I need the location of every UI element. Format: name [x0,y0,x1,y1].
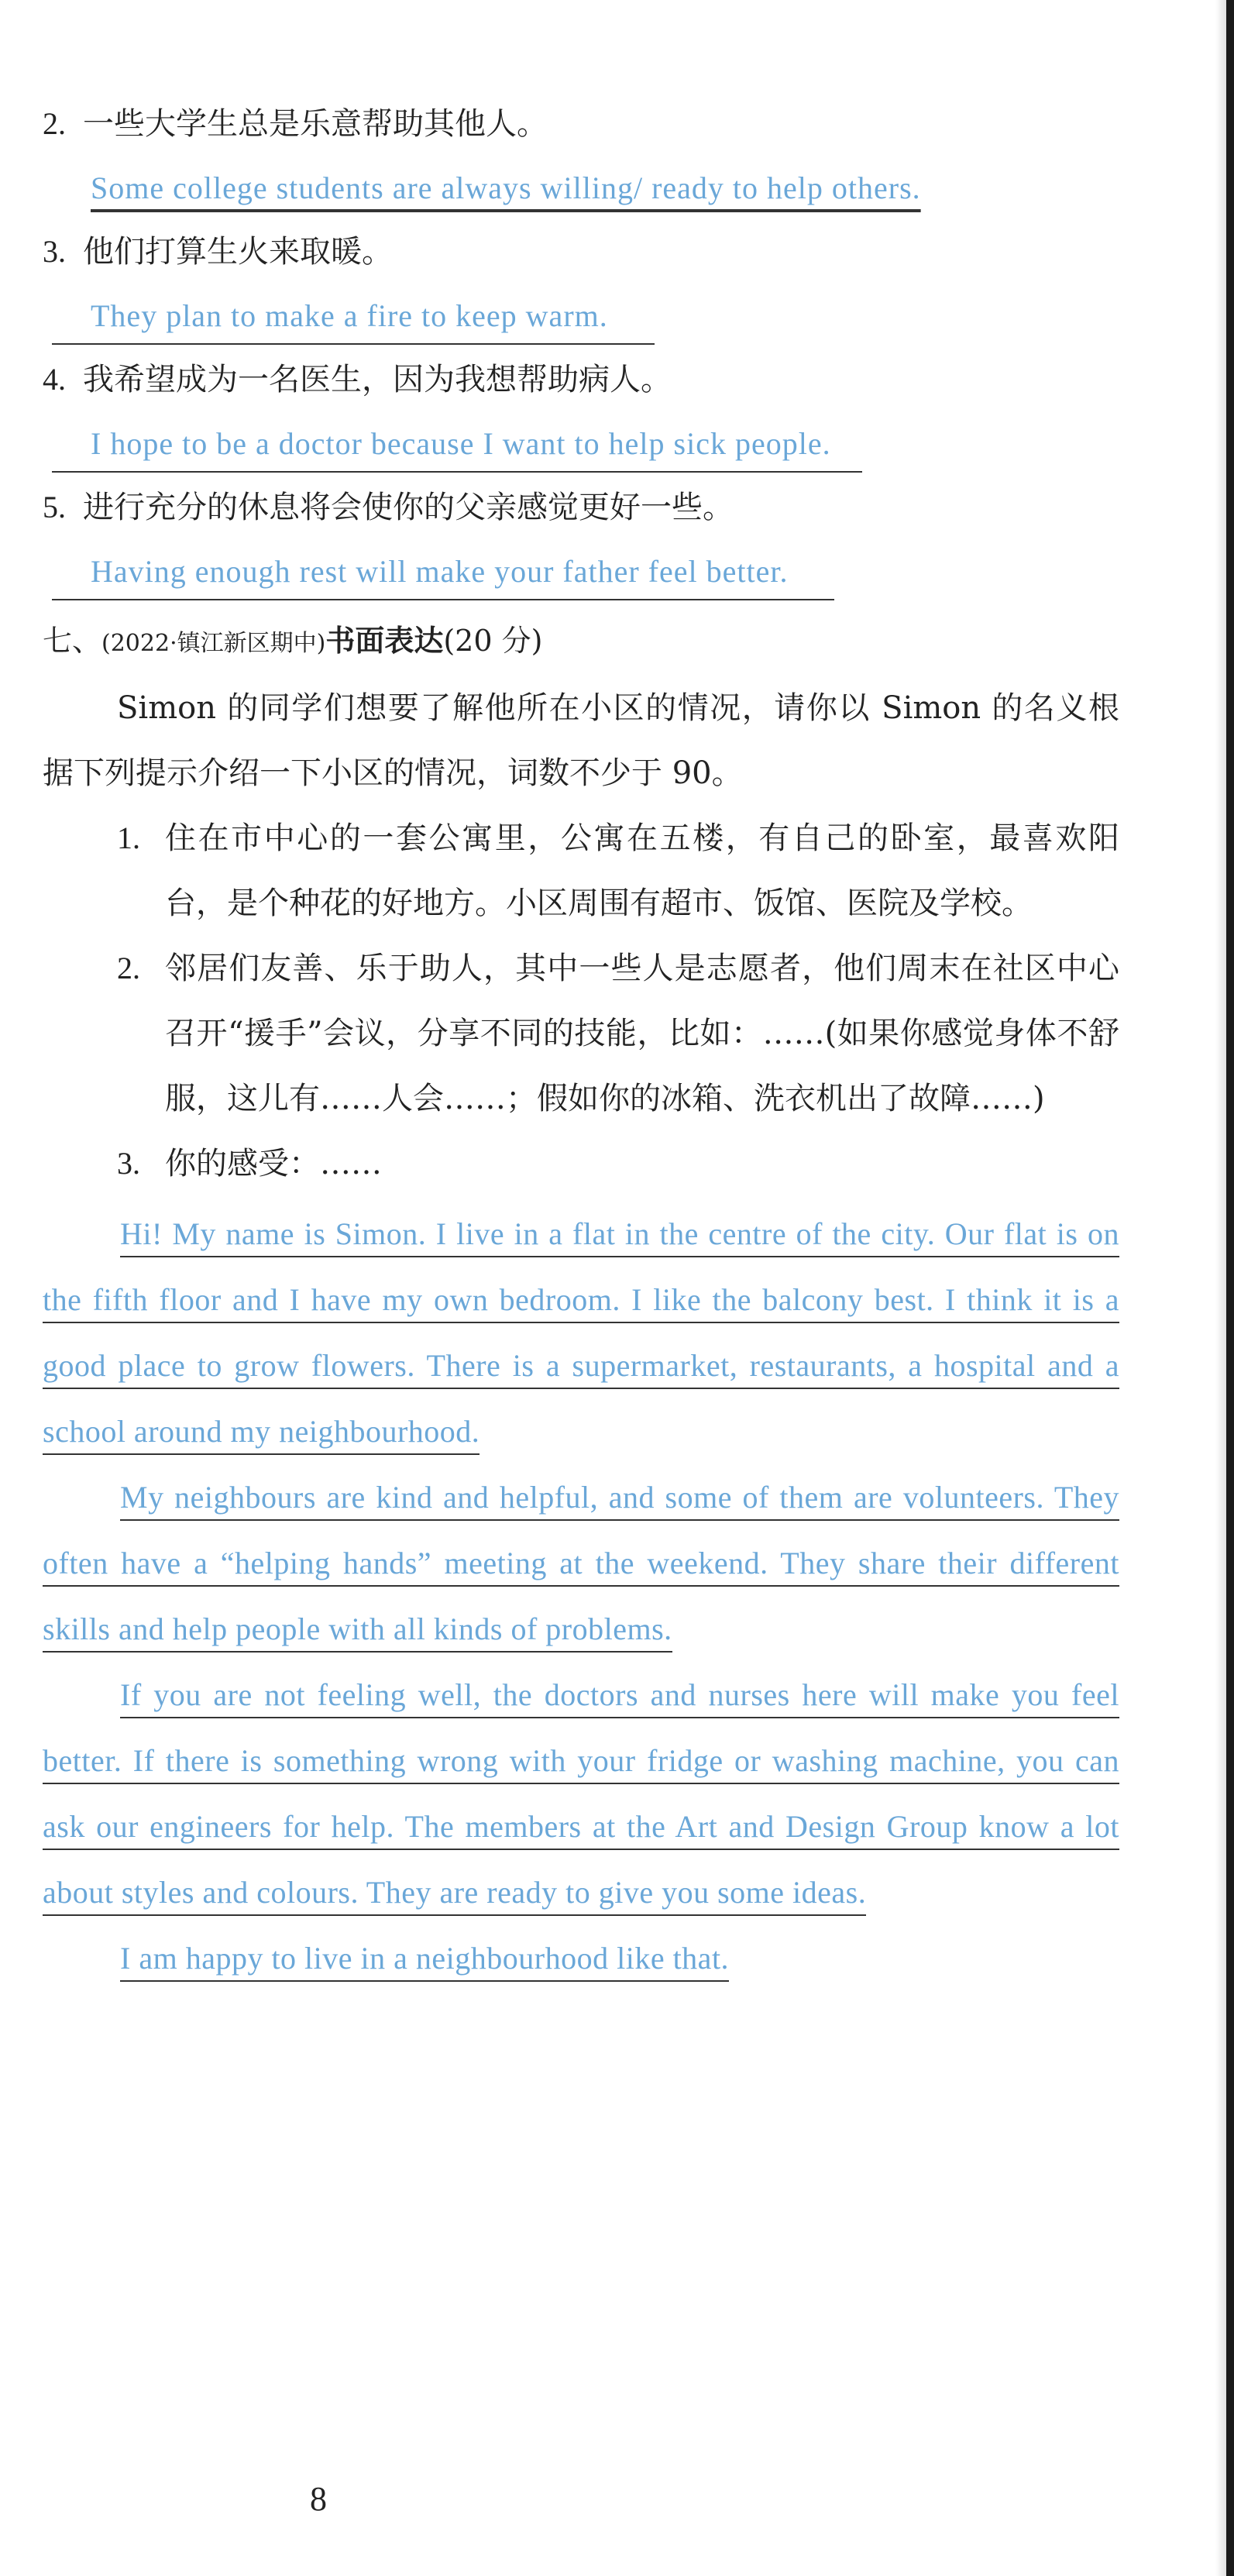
answer-text: I hope to be a doctor because I want to help sick people. [52,417,862,473]
model-essay [43,1201,1119,1991]
item-number: 3. [43,234,66,269]
item-number: 2. [43,106,66,141]
item-chinese-sentence: 进行充分的休息将会使你的父亲感觉更好一些。 [83,490,734,525]
essay-paragraph [43,1662,1119,1925]
essay-paragraph [43,1925,1119,1991]
page-edge-shadow [1215,0,1226,2576]
prompt-point [117,936,1119,1131]
item-number: 4. [43,362,66,397]
page-number: 8 [310,2480,327,2518]
essay-paragraph-text: Hi! My name is Simon. I live in a flat in the centre of the city. Our flat is on the fifth floor and I have my own bedroom. I like the balcony best. I think it is a good place to grow flowers. There is a supermarket, restaurants, a hospital and a school around my neighbourhood. [43,1216,1119,1455]
section-title: 书面表达 [325,623,444,658]
point-number: 3. [117,1146,140,1181]
writing-prompt-intro: Simon 的同学们想要了解他所在小区的情况，请你以 Simon 的名义根据下列提示介绍一下小区的情况，词数不少于 90。 [43,690,1119,791]
translation-item-5 [43,476,1119,604]
section-label: 七、 [43,624,102,658]
item-number: 5. [43,490,66,524]
translation-item-4 [43,349,1119,476]
item-answer [43,538,1119,604]
essay-paragraph-text: My neighbours are kind and helpful, and some of them are volunteers. They often have a “helping hands” meeting at the weekend. They share their different skills and help people with all kinds of problems. [43,1480,1119,1653]
point-text: 你的感受：…… [165,1146,382,1181]
translation-item-2 [43,93,1119,221]
point-text: 邻居们友善、乐于助人，其中一些人是志愿者，他们周末在社区中心召开“援手”会议，分享不同的技能，比如：……(如果你感觉身体不舒服，这儿有……人会……；假如你的冰箱、洗衣机出了故障……) [165,951,1119,1116]
item-chinese-sentence: 一些大学生总是乐意帮助其他人。 [83,106,548,142]
translation-item-3 [43,221,1119,349]
prompt-point [117,1131,1119,1196]
book-binding-edge [1226,0,1234,2576]
item-chinese-sentence: 他们打算生火来取暖。 [83,234,393,270]
point-number: 2. [117,951,140,985]
section-points: (20 分) [443,624,543,658]
point-number: 1. [117,820,140,855]
answer-text: They plan to make a fire to keep warm. [52,289,655,345]
answer-text: Having enough rest will make your father feel better. [52,545,834,600]
section-heading [43,609,1119,676]
answer-text: Some college students are always willing/ ready to help others. [91,170,921,205]
item-answer [43,283,1119,349]
prompt-points [43,806,1119,1196]
essay-paragraph-text: I am happy to live in a neighbourhood like that. [120,1941,729,1982]
essay-paragraph-text: If you are not feeling well, the doctors and nurses here will make you feel better. If there is something wrong with your fridge or washing machine, you can ask our engineers for help. The members at the Art and Design Group know a lot about styles and colours. They are ready to give you some ideas. [43,1677,1119,1916]
prompt-point [117,806,1119,936]
item-chinese-sentence: 我希望成为一名医生，因为我想帮助病人。 [83,362,672,397]
point-text: 住在市中心的一套公寓里，公寓在五楼，有自己的卧室，最喜欢阳台，是个种花的好地方。小区周围有超市、饭馆、医院及学校。 [165,820,1119,921]
item-answer [43,411,1119,476]
worksheet-page [43,93,1119,1991]
essay-paragraph [43,1464,1119,1662]
essay-paragraph [43,1201,1119,1464]
section-source: (2022·镇江新区期中) [101,630,326,657]
item-answer [43,155,1119,221]
